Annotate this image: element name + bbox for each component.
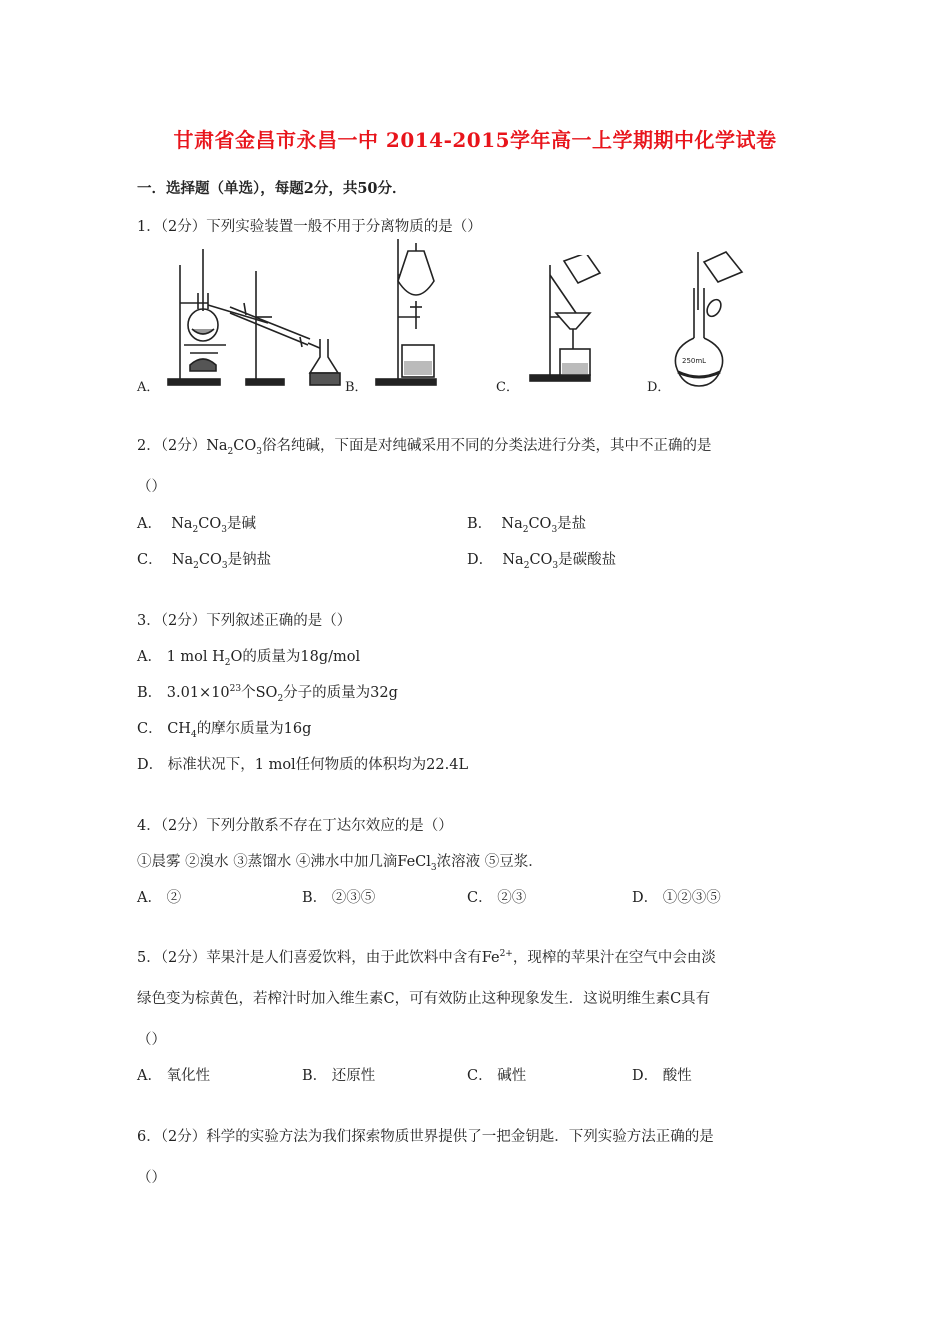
q4-items: ①晨雾 ②溴水 ③蒸馏水 ④沸水中加几滴FeCl$_3$浓溶液 ⑤豆浆． [137, 854, 543, 873]
q4-option-d: D． ①②③⑤ [632, 890, 721, 906]
q2-paren: （） [137, 479, 166, 495]
q2-stem: 2．（2分）$Na_2CO_3$俗名纯碱，下面是对纯碱采用不同的分类法进行分类，其中不正确的是 [137, 438, 712, 457]
q5-stem-line1: 5．（2分）苹果汁是人们喜爱饮料，由于此饮料中含有$Fe^{2+}$，现榨的苹果汁在空气中会由淡 [137, 949, 716, 966]
q4-option-b: B． ②③⑤ [302, 890, 376, 906]
section-heading: 一．选择题（单选），每题2分，共50分． [137, 180, 407, 197]
q2-option-d: D． $Na_2CO_3$是碳酸盐 [467, 552, 617, 571]
q5-option-c: C． 碱性 [467, 1068, 527, 1084]
q3-option-c: C． $CH_4$的摩尔质量为16g [137, 721, 312, 740]
q3-option-b: B． $3.01\times 10^{23}$个$SO_2$分子的质量为32g [137, 684, 398, 704]
q5-option-d: D． 酸性 [632, 1068, 692, 1084]
q4-option-c: C． ②③ [467, 890, 527, 906]
q3-stem: 3．（2分）下列叙述正确的是（） [137, 613, 352, 629]
q5-option-b: B． 还原性 [302, 1068, 376, 1084]
q1-label-a: A． [137, 380, 160, 395]
q6-paren: （） [137, 1170, 166, 1186]
q3-option-a: A． 1 mol $H_2O$的质量为18g/mol [137, 649, 361, 668]
distillation-apparatus-figure [160, 245, 350, 390]
q4-option-a: A． ② [137, 890, 182, 906]
q1-label-c: C． [496, 380, 519, 395]
q1-label-d: D． [647, 380, 671, 395]
q6-stem-line1: 6．（2分）科学的实验方法为我们探索物质世界提供了一把金钥匙．下列实验方法正确的是 [137, 1129, 714, 1145]
q2-option-a: A． $Na_2CO_3$是碱 [137, 516, 256, 535]
q2-option-c: C． $Na_2CO_3$是钠盐 [137, 552, 272, 571]
separatory-funnel-figure [368, 233, 443, 388]
q1-stem: 1．（2分）下列实验装置一般不用于分离物质的是（） [137, 219, 482, 235]
page-title: 甘肃省金昌市永昌一中 2014-2015学年高一上学期期中化学试卷 [173, 128, 777, 152]
q5-paren: （） [137, 1032, 166, 1048]
q5-option-a: A． 氧化性 [137, 1068, 211, 1084]
q4-stem: 4．（2分）下列分散系不存在丁达尔效应的是（） [137, 818, 453, 834]
q5-stem-line2: 绿色变为棕黄色，若榨汁时加入维生素C，可有效防止这种现象发生．这说明维生素C具有 [137, 991, 711, 1007]
volumetric-flask-figure [668, 248, 758, 393]
flask-volume-label: 250mL [682, 357, 707, 365]
q1-label-b: B． [345, 380, 368, 395]
q3-option-d: D． 标准状况下，1 mol任何物质的体积均为22.4L [137, 757, 469, 773]
filtration-apparatus-figure [520, 255, 610, 385]
q2-option-b: B． $Na_2CO_3$是盐 [467, 516, 587, 535]
